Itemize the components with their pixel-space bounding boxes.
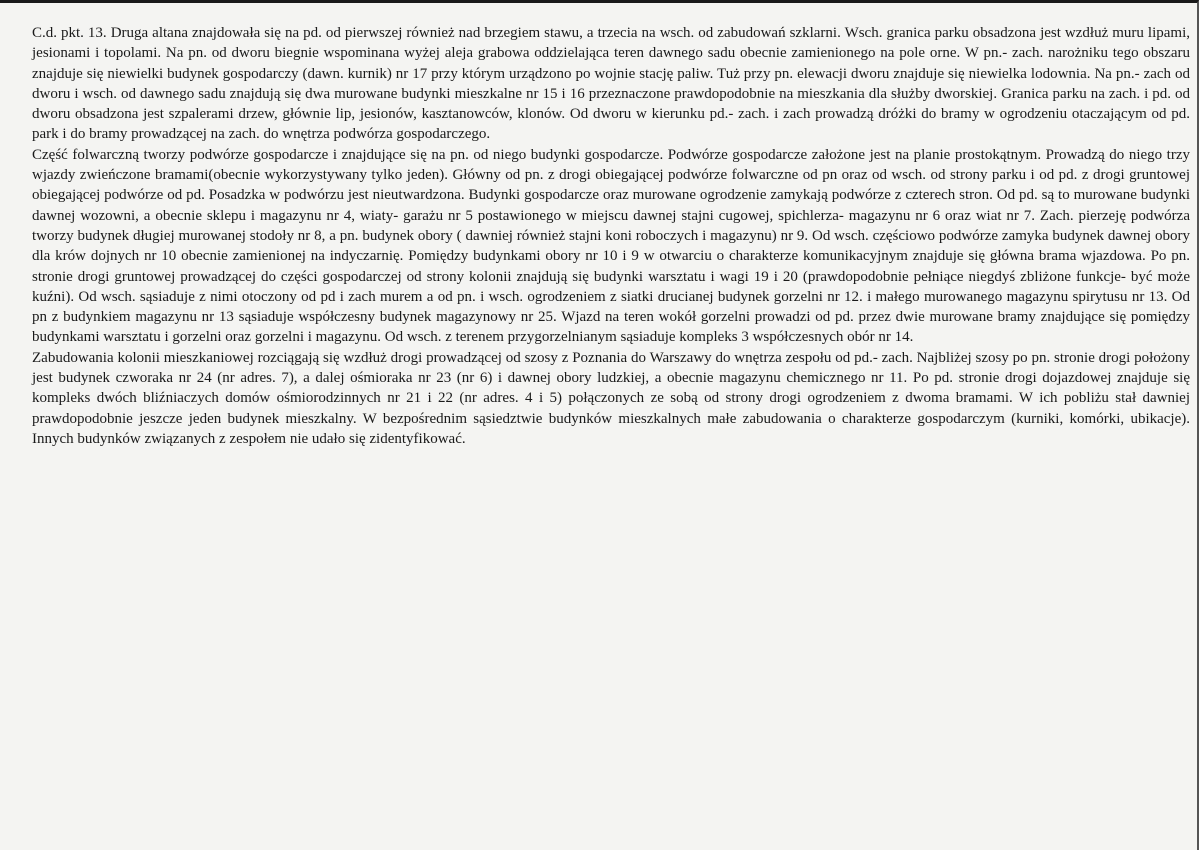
paragraph-colony-description: Zabudowania kolonii mieszkaniowej rozciągają się wzdłuż drogi prowadzącej od szosy z Poznania do Warszawy do wnętrza zespołu od pd.- zach. Najbliżej szosy po pn. stronie drogi położony jest budynek czworaka nr 24 (nr adres. 7), a dalej ośmioraka nr 23 (nr 6) i dawnej obory ludzkiej, a obecnie magazynu chemicznego nr 11. Po pd. stronie drogi dojazdowej znajduje się kompleks dwóch bliźniaczych domów ośmiorodzinnych nr 21 i 22 (nr adres. 4 i 5) połączonych ze sobą od strony drogi ogrodzeniem z dwoma bramami. W ich pobliżu stał dawniej prawdopodobnie jeszcze jeden budynek mieszkalny. W bezpośrednim sąsiedztwie budynków mieszkalnych małe zabudowania o charakterze gospodarczym (kurniki, komórki, ubikacje). Innych budynków związanych z zespołem nie udało się zidentyfikować. xyxy=(32,349,1190,447)
paragraph-park-description: C.d. pkt. 13. Druga altana znajdowała się na pd. od pierwszej również nad brzegiem stawu, a trzecia na wsch. od zabudowań szklarni. Wsch. granica parku obsadzona jest wzdłuż muru lipami, jesionami i topolami. Na pn. od dworu biegnie wspominana wyżej aleja grabowa oddzielająca teren dawnego sadu obecnie zamienionego na pole orne. W pn.- zach. narożniku tego obszaru znajduje się niewielki budynek gospodarczy (dawn. kurnik) nr 17 przy którym urządzono po wojnie stację paliw. Tuż przy pn. elewacji dworu znajduje się niewielka lodownia. Na pn.- zach od dworu i wsch. od dawnego sadu znajdują się dwa murowane budynki mieszkalne nr 15 i 16 przeznaczone prawdopodobnie na mieszkania dla służby dworskiej. Granica parku na zach. i pd. od dworu obsadzona jest szpalerami drzew, głównie lip, jesionów, kasztanowców, klonów. Od dworu w kierunku pd.- zach. i zach prowadzą dróżki do bramy w ogrodzeniu otaczającym od pd. park i do bramy prowadzącej na zach. do wnętrza podwórza gospodarczego. xyxy=(32,25,1190,143)
paragraph-farmyard-description: Część folwarczną tworzy podwórze gospodarcze i znajdujące się na pn. od niego budynki gospodarcze. Podwórze gospodarcze założone jest na planie prostokątnym. Prowadzą do niego trzy wjazdy zwieńczone bramami(obecnie wykorzystywany tylko jeden). Główny od pn. z drogi obiegającej podwórze folwarczne od pn oraz od wsch. od strony parku i od pd. z drogi gruntowej obiegającej podwórze od pd. Posadzka w podwórzu jest nieutwardzona. Budynki gospodarcze oraz murowane ogrodzenie zamykają podwórze z czterech stron. Od pd. są to murowane budynki dawnej wozowni, a obecnie sklepu i magazynu nr 4, wiaty- garażu nr 5 postawionego w miejscu dawnej stajni cugowej, spichlerza- magazynu nr 6 oraz wiat nr 7. Zach. pierzeję podwórza tworzy budynek długiej murowanej stodoły nr 8, a pn. budynek obory ( dawniej również stajni koni roboczych i magazynu) nr 9. Od wsch. częściowo podwórze zamyka budynek dawnej obory dla krów dojnych nr 10 obecnie zamienionej na indyczarnię. Pomiędzy budynkami obory nr 10 i 9 w otwarciu o charakterze komunikacyjnym znajduje się główna brama wjazdowa. Po pn. stronie drogi gruntowej prowadzącej do części gospodarczej od strony kolonii znajdują się budynki warsztatu i wagi 19 i 20 (prawdopodobnie pełniące niegdyś zbliżone funkcje- być może kuźni). Od wsch. sąsiaduje z nimi otoczony od pd i zach murem a od pn. i wsch. ogrodzeniem z siatki drucianej budynek gorzelni nr 12. i małego murowanego magazynu spirytusu nr 13. Od pn z budynkiem magazynu nr 13 sąsiaduje współczesny budynek magazynowy nr 25. Wjazd na teren wokół gorzelni prowadzi od pd. przez dwie murowane bramy znajdujące się pomiędzy budynkami warsztatu i gorzelni oraz gorzelni i magazynu. Od wsch. z terenem przygorzelnianym sąsiaduje kompleks 3 współczesnych obór nr 14. xyxy=(32,146,1190,346)
document-body xyxy=(32,23,1190,449)
